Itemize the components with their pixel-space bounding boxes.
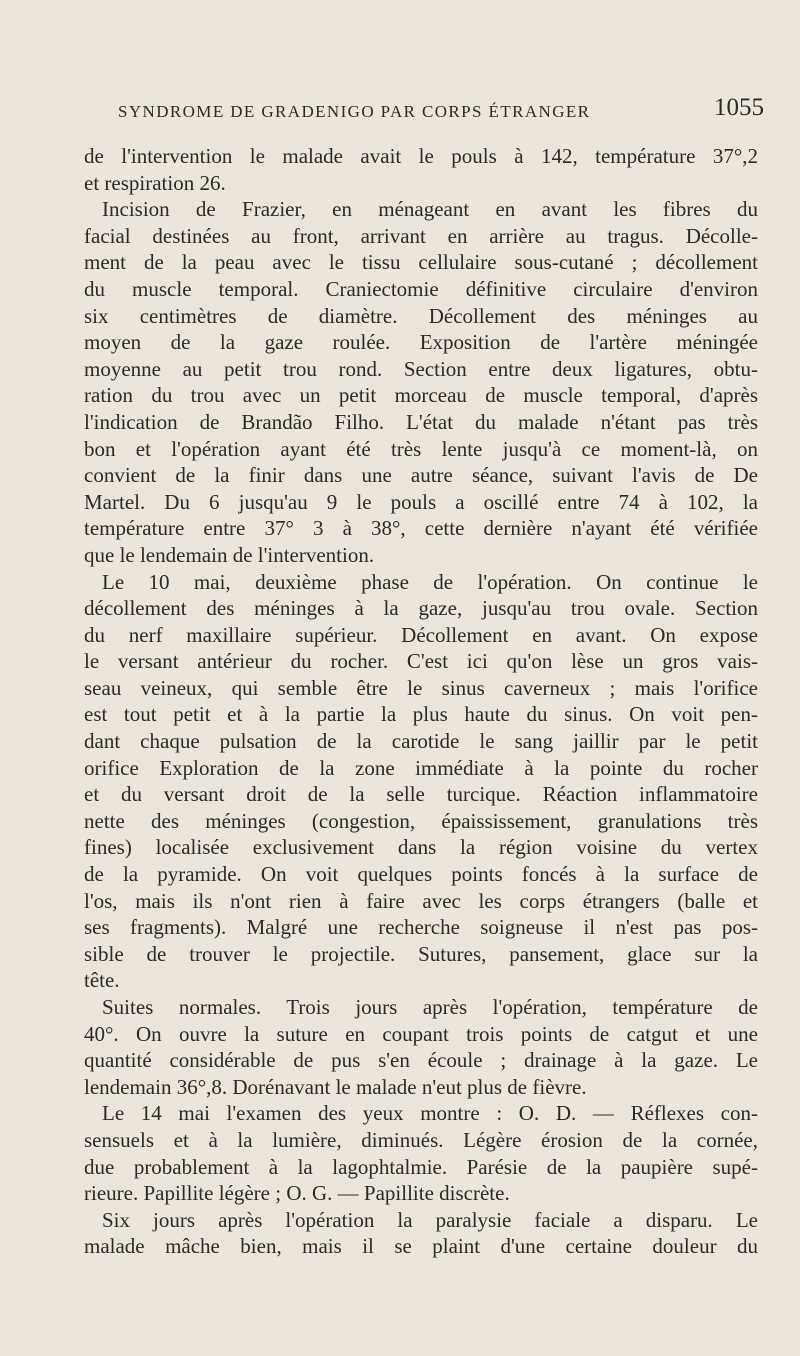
text-line: l'indication de Brandão Filho. L'état du malade n'étant pas très bbox=[84, 409, 758, 434]
text-line: quantité considérable de pus s'en écoule ; drainage à la gaze. Le bbox=[84, 1048, 758, 1073]
text-line: et respiration 26. bbox=[84, 170, 226, 195]
text-line: ses fragments). Malgré une recherche soigneuse il n'est pas pos- bbox=[84, 915, 758, 940]
text-line: seau veineux, qui semble être le sinus caverneux ; mais l'orifice bbox=[84, 675, 758, 700]
text-line: et du versant droit de la selle turcique. Réaction inflammatoire bbox=[84, 782, 758, 807]
running-title: SYNDROME DE GRADENIGO PAR CORPS ÉTRANGER bbox=[118, 102, 591, 121]
text-line: facial destinées au front, arrivant en arrière au tragus. Décolle- bbox=[84, 223, 758, 248]
page-number: 1055 bbox=[714, 94, 764, 121]
text-line: Six jours après l'opération la paralysie faciale a disparu. Le bbox=[102, 1207, 758, 1232]
text-line: Le 10 mai, deuxième phase de l'opération. On continue le bbox=[102, 569, 758, 594]
text-line: température entre 37° 3 à 38°, cette dernière n'ayant été vérifiée bbox=[84, 516, 758, 541]
text-line: Incision de Frazier, en ménageant en avant les fibres du bbox=[102, 197, 758, 222]
text-line: du muscle temporal. Craniectomie définitive circulaire d'environ bbox=[84, 276, 758, 301]
text-line: sible de trouver le projectile. Sutures, pansement, glace sur la bbox=[84, 941, 758, 966]
text-line: six centimètres de diamètre. Décollement des méninges au bbox=[84, 303, 758, 328]
text-line: lendemain 36°,8. Dorénavant le malade n'eut plus de fièvre. bbox=[84, 1074, 587, 1099]
text-line: l'os, mais ils n'ont rien à faire avec les corps étrangers (balle et bbox=[84, 888, 758, 913]
text-line: sensuels et à la lumière, diminués. Légère érosion de la cornée, bbox=[84, 1127, 758, 1152]
text-line: Martel. Du 6 jusqu'au 9 le pouls a oscillé entre 74 à 102, la bbox=[84, 489, 758, 514]
text-line: de l'intervention le malade avait le pouls à 142, température 37°,2 bbox=[84, 144, 758, 168]
text-line: dant chaque pulsation de la carotide le sang jaillir par le petit bbox=[84, 729, 758, 754]
text-line: due probablement à la lagophtalmie. Parésie de la paupière supé- bbox=[84, 1154, 758, 1179]
text-line: moyen de la gaze roulée. Exposition de l'artère méningée bbox=[84, 330, 758, 355]
text-line: décollement des méninges à la gaze, jusqu'au trou ovale. Section bbox=[84, 596, 758, 621]
text-line: Le 14 mai l'examen des yeux montre : O. D. — Réflexes con- bbox=[102, 1101, 758, 1126]
text-line: que le lendemain de l'intervention. bbox=[84, 542, 375, 567]
text-line: 40°. On ouvre la suture en coupant trois points de catgut et une bbox=[84, 1021, 758, 1046]
text-line: ment de la peau avec le tissu cellulaire sous-cutané ; décollement bbox=[84, 250, 758, 275]
text-line: convient de la finir dans une autre séance, suivant l'avis de De bbox=[84, 463, 758, 488]
text-line: moyenne au petit trou rond. Section entre deux ligatures, obtu- bbox=[84, 356, 758, 381]
text-line: le versant antérieur du rocher. C'est ici qu'on lèse un gros vais- bbox=[84, 649, 758, 674]
text-line: du nerf maxillaire supérieur. Décollement en avant. On expose bbox=[84, 622, 758, 647]
text-line: rieure. Papillite légère ; O. G. — Papillite discrète. bbox=[84, 1181, 510, 1206]
text-line: fines) localisée exclusivement dans la région voisine du vertex bbox=[84, 835, 758, 860]
text-line: nette des méninges (congestion, épaississement, granulations très bbox=[84, 808, 758, 833]
text-line: de la pyramide. On voit quelques points foncés à la surface de bbox=[84, 862, 758, 887]
text-line: Suites normales. Trois jours après l'opération, température de bbox=[102, 995, 758, 1019]
text-line: bon et l'opération ayant été très lente jusqu'à ce moment-là, on bbox=[84, 436, 758, 461]
body-text bbox=[84, 143, 758, 1260]
text-line: malade mâche bien, mais il se plaint d'une certaine douleur du bbox=[84, 1234, 758, 1259]
page-header bbox=[84, 92, 766, 132]
text-line: est tout petit et à la partie la plus haute du sinus. On voit pen- bbox=[84, 702, 758, 727]
text-line: orifice Exploration de la zone immédiate à la pointe du rocher bbox=[84, 755, 758, 780]
text-line: tête. bbox=[84, 968, 120, 993]
text-line: ration du trou avec un petit morceau de muscle temporal, d'après bbox=[84, 383, 758, 408]
